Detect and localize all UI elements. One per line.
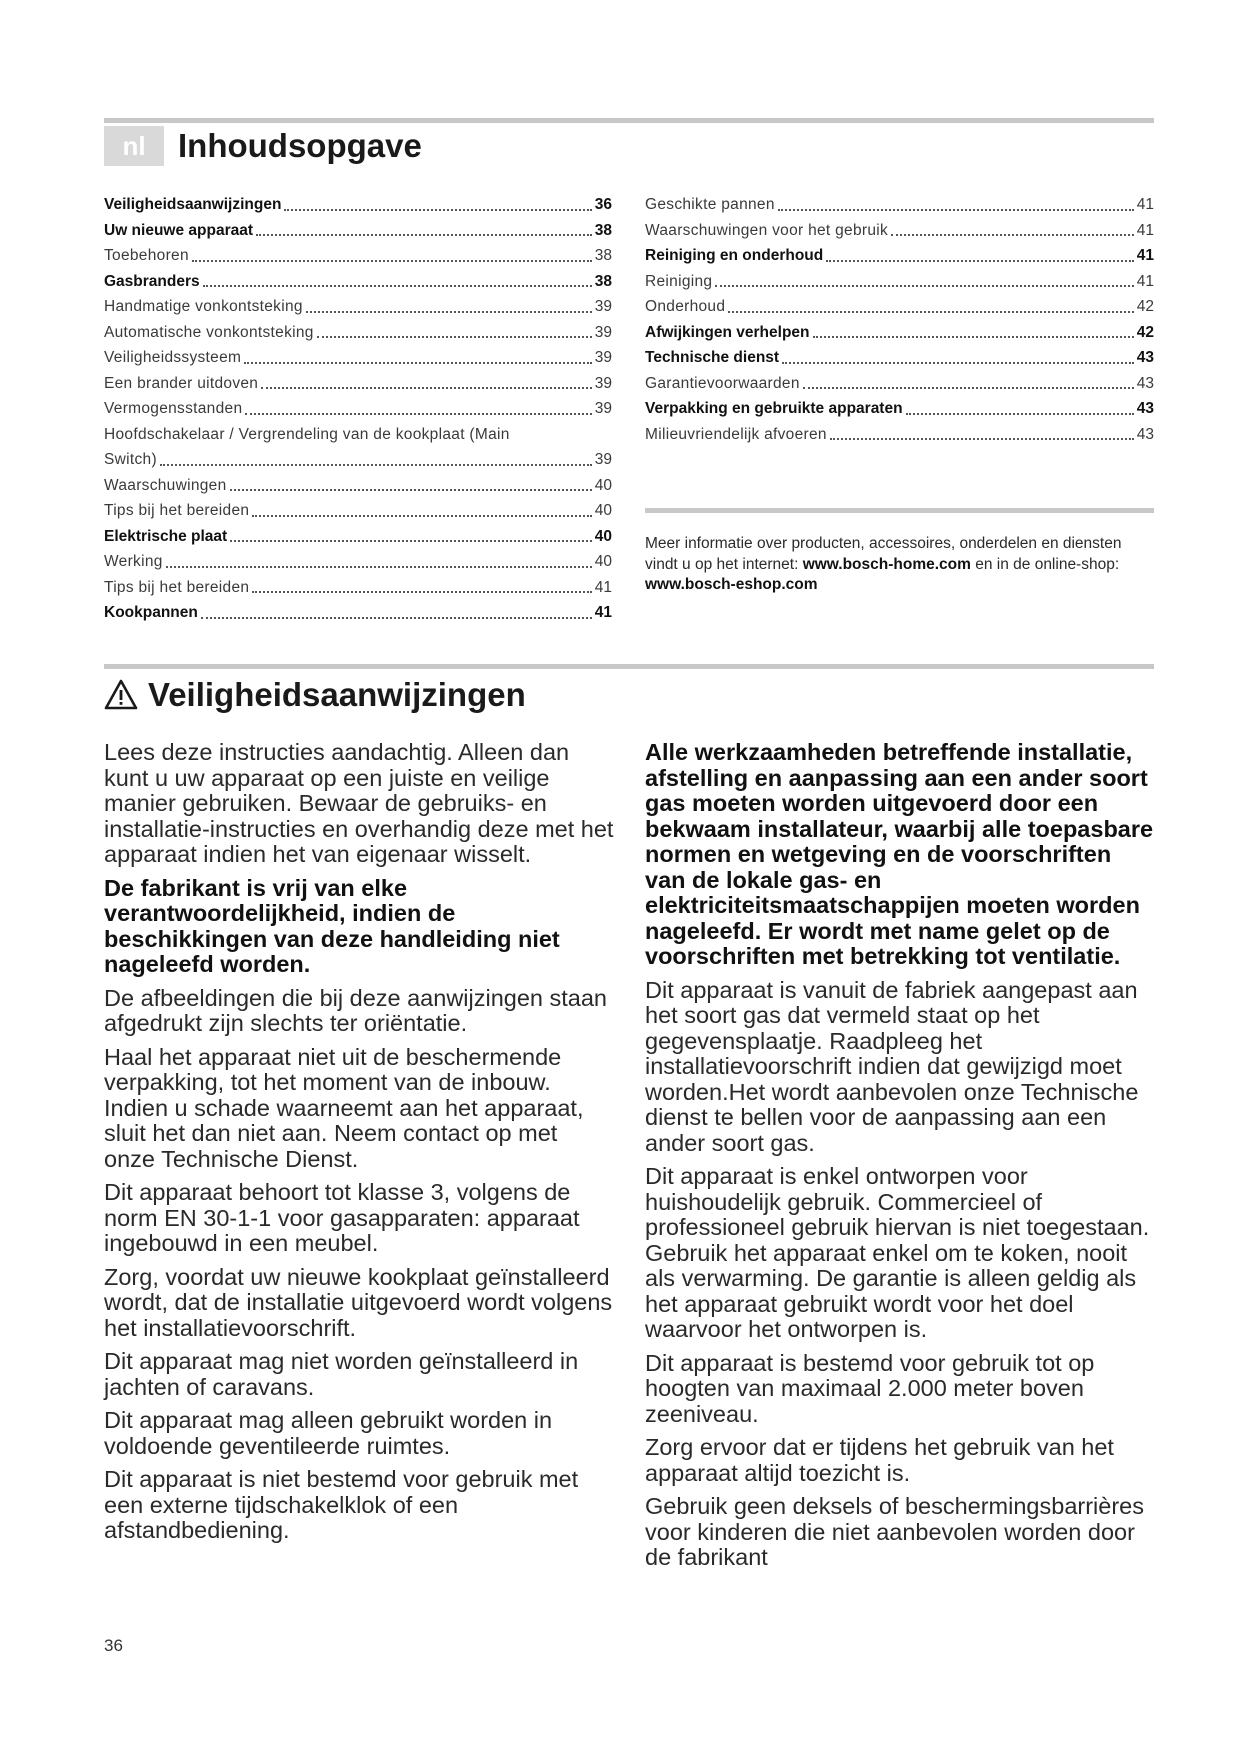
toc-entry-page: 38	[594, 272, 612, 290]
toc-entry-label: Handmatige vonkontsteking	[104, 298, 303, 315]
toc-entry-page: 41	[1136, 196, 1154, 213]
safety-paragraph: Gebruik geen deksels of beschermingsbarrières voor kinderen die niet aanbevolen worden door de fabrikant	[645, 1493, 1144, 1570]
toc-entry[interactable]	[645, 371, 1154, 397]
toc-entry-page: 39	[594, 400, 612, 417]
safety-paragraph: Haal het apparaat niet uit de beschermende verpakking, tot het moment van de inbouw. Indien u schade waarneemt aan het apparaat, sluit het dan niet aan. Neem contact op met onze Technische Dienst.	[104, 1043, 584, 1172]
safety-paragraph: Dit apparaat mag alleen gebruikt worden in voldoende geventileerde ruimtes.	[104, 1407, 553, 1459]
safety-paragraph: Dit apparaat is vanuit de fabriek aangepast aan het soort gas dat vermeld staat op het gegevensplaatje. Raadpleeg het installatievoorschrift indien dat gewijzigd moet worden.Het wordt aanbevolen onze Technische dienst te bellen voor de aanpassing aan een ander soort gas.	[645, 976, 1139, 1156]
toc-entry[interactable]	[104, 524, 612, 550]
toc-entry-page: 41	[594, 578, 612, 596]
toc-entry-page: 43	[1136, 349, 1154, 366]
dot-leader	[166, 566, 592, 568]
toc-entry-page: 40	[594, 553, 612, 570]
toc-entry[interactable]	[104, 575, 612, 601]
dot-leader	[813, 336, 1134, 338]
safety-paragraph-bold: De fabrikant is vrij van elke verantwoordelijkheid, indien de beschikkingen van deze handleiding niet nageleefd worden.	[104, 874, 560, 977]
safety-paragraph: Dit apparaat behoort tot klasse 3, volgens de norm EN 30-1-1 voor gasapparaten: apparaat ingebouwd in een meubel.	[104, 1179, 580, 1256]
safety-right-column	[645, 740, 1154, 1579]
toc-entry-label: Een brander uitdoven	[104, 374, 259, 392]
dot-leader	[230, 489, 592, 491]
toc-entry[interactable]	[104, 600, 612, 626]
toc-entry-page: 39	[594, 298, 612, 315]
language-badge: nl	[104, 126, 164, 166]
bosch-eshop-link[interactable]: www.bosch-eshop.com	[645, 576, 818, 593]
dot-leader	[261, 387, 592, 389]
page-number: 36	[104, 1636, 123, 1655]
safety-left-column	[104, 740, 614, 1552]
toc-entry-page: 43	[1136, 374, 1154, 392]
toc-entry-page: 38	[594, 221, 612, 239]
toc-entry-page: 39	[594, 323, 612, 341]
toc-entry-label: Tips bij het bereiden	[104, 578, 250, 596]
dot-leader	[244, 362, 592, 364]
dot-leader	[891, 234, 1134, 236]
toc-entry-label: Toebehoren	[104, 247, 189, 264]
toc-entry-label: Waarschuwingen	[104, 476, 227, 494]
toc-entry[interactable]	[104, 192, 612, 218]
toc-entry-page: 40	[594, 527, 612, 545]
toc-entry-label: Tips bij het bereiden	[104, 502, 250, 519]
dot-leader	[906, 413, 1134, 415]
toc-entry-label: Verpakking en gebruikte apparaten	[645, 400, 903, 417]
toc-entry[interactable]	[645, 269, 1154, 295]
dot-leader	[715, 285, 1133, 287]
toc-entry[interactable]	[645, 218, 1154, 244]
toc-header	[104, 126, 422, 166]
safety-paragraph: De afbeeldingen die bij deze aanwijzingen staan afgedrukt zijn slechts ter oriëntatie.	[104, 984, 608, 1036]
toc-entry-label: Geschikte pannen	[645, 196, 775, 213]
toc-entry-page: 42	[1136, 323, 1154, 341]
info-text	[645, 534, 1154, 596]
safety-paragraph: Zorg ervoor dat er tijdens het gebruik van het apparaat altijd toezicht is.	[645, 1434, 1114, 1486]
dot-leader	[317, 336, 592, 338]
toc-entry[interactable]	[104, 396, 612, 422]
safety-paragraph-bold: Alle werkzaamheden betreffende installatie, afstelling en aanpassing aan een ander soort gas moeten worden uitgevoerd door een bekwaam installateur, waarbij alle toepasbare normen en wetgeving en de voorschriften van de lokale gas- en elektriciteitsmaatschappijen moeten worden nageleefd. Er wordt met name gelet op de voorschriften met betrekking tot ventilatie.	[645, 739, 1154, 969]
dot-leader	[201, 617, 592, 619]
dot-leader	[252, 591, 591, 593]
safety-paragraph: Dit apparaat mag niet worden geïnstalleerd in jachten of caravans.	[104, 1348, 579, 1400]
section-title-text: Veiligheidsaanwijzingen	[148, 676, 526, 713]
toc-entry[interactable]	[645, 294, 1154, 320]
toc-entry-page: 41	[1136, 247, 1154, 264]
toc-entry-page: 42	[1136, 298, 1154, 315]
warning-triangle-icon	[104, 679, 138, 711]
toc-entry[interactable]	[104, 422, 612, 473]
toc-entry-label: Technische dienst	[645, 349, 780, 366]
toc-left-column	[104, 192, 612, 626]
safety-paragraph: Dit apparaat is bestemd voor gebruik tot op hoogten van maximaal 2.000 meter boven zeeniveau.	[645, 1349, 1095, 1427]
toc-entry-label: Vermogensstanden	[104, 400, 243, 417]
toc-entry[interactable]	[645, 320, 1154, 346]
toc-entry-page: 40	[594, 476, 612, 494]
safety-paragraph: Lees deze instructies aandachtig. Alleen dan kunt u uw apparaat op een juiste en veilige manier gebruiken. Bewaar de gebruiks- en installatie-instructies en overhandig deze met het apparaat indien het van eigenaar wisselt.	[104, 739, 614, 867]
toc-entry[interactable]	[645, 243, 1154, 269]
safety-paragraph: Dit apparaat is enkel ontworpen voor huishoudelijk gebruik. Commercieel of professioneel gebruik hiervan is niet toegestaan. Gebruik het apparaat enkel om te koken, nooit als verwarming. De garantie is alleen geldig als het apparaat gebruikt wordt voor het doel waarvoor het ontworpen is.	[645, 1163, 1150, 1342]
toc-entry[interactable]	[104, 549, 612, 575]
toc-title: Inhoudsopgave	[178, 127, 422, 164]
dot-leader	[782, 362, 1134, 364]
toc-entry-label: Uw nieuwe apparaat	[104, 221, 254, 239]
header-rule	[104, 118, 1154, 123]
info-rule	[645, 508, 1154, 513]
toc-entry-label: Automatische vonkontsteking	[104, 323, 314, 341]
dot-leader	[192, 260, 592, 262]
toc-entry[interactable]	[645, 422, 1154, 448]
bosch-home-link[interactable]: www.bosch-home.com	[802, 555, 971, 573]
section-title	[104, 676, 526, 714]
section-rule	[104, 664, 1154, 669]
toc-entry-page: 43	[1136, 400, 1154, 417]
dot-leader	[830, 438, 1134, 440]
toc-entry-label: Werking	[104, 553, 163, 570]
toc-entry[interactable]	[645, 192, 1154, 218]
toc-entry-label: Reiniging	[645, 272, 713, 290]
toc-entry-page: 43	[1136, 425, 1154, 443]
toc-entry-label: Waarschuwingen voor het gebruik	[645, 221, 889, 239]
toc-entry-label-continued: Switch)	[104, 451, 157, 468]
toc-entry-label: Kookpannen	[104, 604, 198, 621]
toc-entry[interactable]	[104, 473, 612, 499]
toc-entry[interactable]	[104, 371, 612, 397]
toc-entry-page: 39	[594, 374, 612, 392]
toc-entry[interactable]	[104, 294, 612, 320]
dot-leader	[284, 209, 591, 211]
toc-entry-page: 40	[594, 502, 612, 519]
dot-leader	[256, 234, 592, 236]
info-text-part1: Meer informatie over producten, accessoires, onderdelen en diensten vindt u op het internet:	[645, 535, 1122, 573]
safety-paragraph: Zorg, voordat uw nieuwe kookplaat geïnstalleerd wordt, dat de installatie uitgevoerd wordt volgens het installatievoorschrift.	[104, 1263, 613, 1341]
toc-entry[interactable]	[104, 243, 612, 269]
dot-leader	[160, 464, 592, 466]
toc-entry-label: Veiligheidsaanwijzingen	[104, 196, 282, 213]
dot-leader	[728, 311, 1133, 313]
toc-entry-page: 41	[1136, 272, 1154, 290]
toc-entry[interactable]	[645, 345, 1154, 371]
toc-entry[interactable]	[104, 320, 612, 346]
toc-entry[interactable]	[104, 269, 612, 295]
toc-entry-page: 38	[594, 247, 612, 264]
toc-entry-label: Milieuvriendelijk afvoeren	[645, 425, 827, 443]
info-text-part2: en in de online-shop:	[970, 555, 1120, 573]
dot-leader	[252, 515, 591, 517]
toc-entry-label: Afwijkingen verhelpen	[645, 323, 810, 341]
toc-entry-label: Gasbranders	[104, 272, 200, 290]
safety-paragraph: Dit apparaat is niet bestemd voor gebruik met een externe tijdschakelklok of een afstandbediening.	[104, 1466, 579, 1543]
dot-leader	[245, 413, 591, 415]
toc-entry-page: 36	[594, 196, 612, 213]
toc-entry[interactable]	[645, 396, 1154, 422]
dot-leader	[803, 387, 1134, 389]
dot-leader	[778, 209, 1134, 211]
toc-entry[interactable]	[104, 498, 612, 524]
toc-entry-page: 39	[594, 451, 612, 468]
toc-entry-page: 41	[594, 604, 612, 621]
toc-entry-label: Hoofdschakelaar / Vergrendeling van de kookplaat (Main	[104, 425, 510, 443]
toc-entry-label: Garantievoorwaarden	[645, 374, 800, 392]
toc-entry-page: 39	[594, 349, 612, 366]
dot-leader	[306, 311, 592, 313]
toc-entry-page: 41	[1136, 221, 1154, 239]
toc-entry-label: Elektrische plaat	[104, 527, 228, 545]
dot-leader	[230, 540, 592, 542]
toc-entry[interactable]	[104, 218, 612, 244]
dot-leader	[203, 285, 592, 287]
toc-entry[interactable]	[104, 345, 612, 371]
toc-entry-label: Onderhoud	[645, 298, 726, 315]
toc-entry-label: Reiniging en onderhoud	[645, 247, 824, 264]
toc-right-column	[645, 192, 1154, 447]
toc-entry-label: Veiligheidssysteem	[104, 349, 242, 366]
dot-leader	[826, 260, 1134, 262]
